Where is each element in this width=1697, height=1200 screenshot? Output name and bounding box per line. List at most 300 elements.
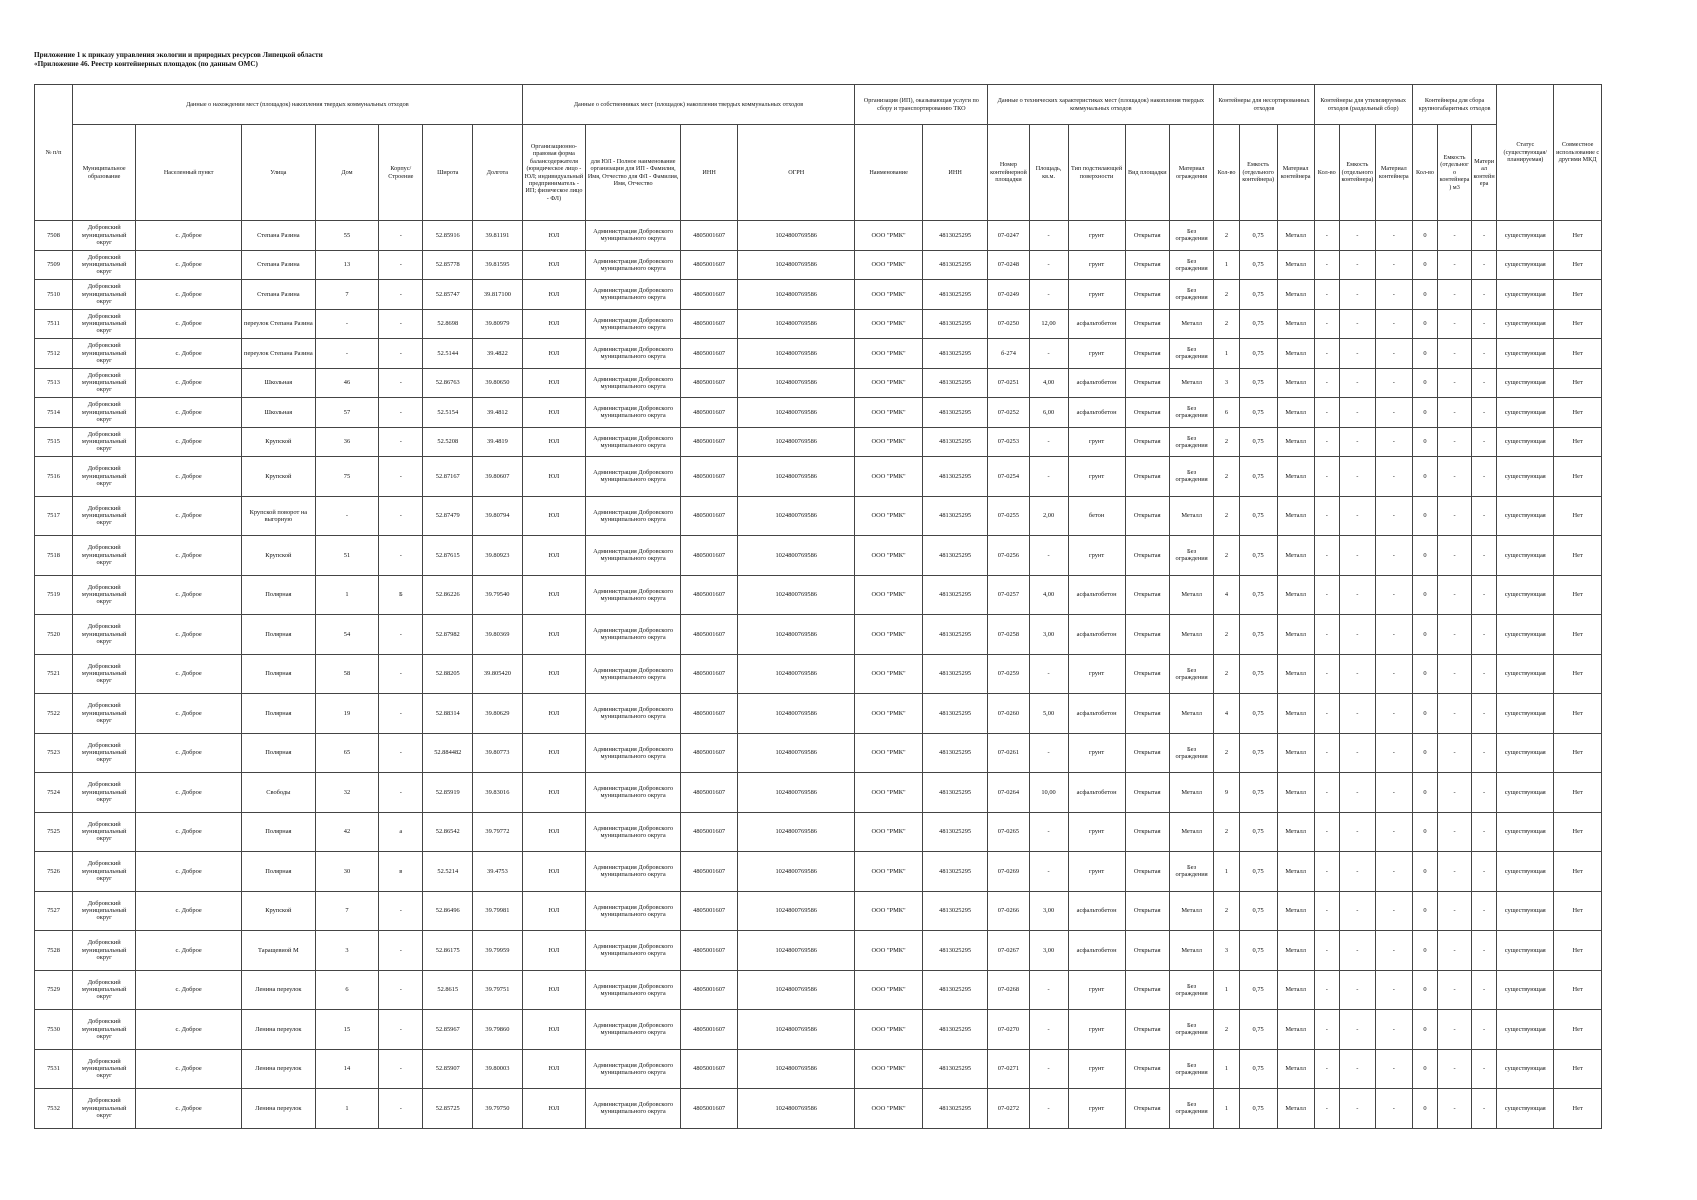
table-cell: с. Доброе bbox=[136, 1089, 242, 1129]
table-cell: Открытая bbox=[1125, 398, 1169, 428]
table-cell: Открытая bbox=[1125, 1089, 1169, 1129]
table-row bbox=[35, 496, 1602, 536]
table-row bbox=[35, 891, 1602, 931]
table-cell: 39.83016 bbox=[473, 773, 523, 813]
table-cell: - bbox=[1438, 575, 1472, 615]
table-cell: с. Доброе bbox=[136, 970, 242, 1010]
table-cell: - bbox=[379, 970, 423, 1010]
table-cell: переулок Степана Разина bbox=[241, 309, 315, 339]
table-cell: ЮЛ bbox=[522, 398, 585, 428]
table-cell: с. Доброе bbox=[136, 536, 242, 576]
table-cell: 4805001607 bbox=[681, 852, 738, 892]
table-cell: Открытая bbox=[1125, 536, 1169, 576]
table-cell: 4805001607 bbox=[681, 773, 738, 813]
table-cell: - bbox=[1375, 970, 1412, 1010]
table-cell: 4813025295 bbox=[922, 339, 987, 369]
table-cell: 3 bbox=[1214, 931, 1239, 971]
table-cell: 7531 bbox=[35, 1049, 73, 1089]
table-cell: Нет bbox=[1554, 221, 1602, 251]
table-cell: 0,75 bbox=[1239, 654, 1277, 694]
table-cell: 0,75 bbox=[1239, 931, 1277, 971]
table-cell: ООО "РМК" bbox=[855, 654, 923, 694]
table-cell: - bbox=[379, 694, 423, 734]
table-cell: 4805001607 bbox=[681, 250, 738, 280]
table-cell: Металл bbox=[1169, 575, 1213, 615]
table-cell: Без ограждения bbox=[1169, 427, 1213, 457]
table-cell: - bbox=[1375, 309, 1412, 339]
table-cell: Добровский муниципальный округ bbox=[73, 457, 136, 497]
table-cell: 4813025295 bbox=[922, 615, 987, 655]
table-cell: существующая bbox=[1497, 852, 1554, 892]
group-location: Данные о нахождении мест (площадок) накопления твердых коммунальных отходов bbox=[73, 85, 523, 125]
sub-header-cell: Кол-во bbox=[1314, 125, 1339, 221]
table-cell: 4813025295 bbox=[922, 852, 987, 892]
table-cell: 4805001607 bbox=[681, 970, 738, 1010]
table-cell: 0 bbox=[1412, 891, 1437, 931]
table-cell: Полярная bbox=[241, 812, 315, 852]
sub-header-cell: Емкость (отдельного контейнера) bbox=[1239, 125, 1277, 221]
table-cell: 0,75 bbox=[1239, 1049, 1277, 1089]
table-cell: 4805001607 bbox=[681, 891, 738, 931]
table-cell: Администрация Добровского муниципального округа bbox=[586, 427, 681, 457]
table-cell: - bbox=[1438, 654, 1472, 694]
table-cell: Администрация Добровского муниципального округа bbox=[586, 1010, 681, 1050]
table-cell: 1024800769586 bbox=[738, 931, 855, 971]
table-cell: 1024800769586 bbox=[738, 309, 855, 339]
table-row bbox=[35, 575, 1602, 615]
table-cell: Металл bbox=[1277, 931, 1314, 971]
table-cell: грунт bbox=[1068, 250, 1125, 280]
table-cell: 4813025295 bbox=[922, 280, 987, 310]
table-cell: 6 bbox=[1214, 398, 1239, 428]
table-cell: - bbox=[1375, 694, 1412, 734]
table-cell: 52.85919 bbox=[423, 773, 473, 813]
table-cell: с. Доброе bbox=[136, 1049, 242, 1089]
table-cell: 2 bbox=[1214, 457, 1239, 497]
table-cell: 52.5154 bbox=[423, 398, 473, 428]
table-cell: существующая bbox=[1497, 654, 1554, 694]
table-cell: - bbox=[1339, 398, 1375, 428]
table-cell: 7519 bbox=[35, 575, 73, 615]
table-cell: 10,00 bbox=[1029, 773, 1068, 813]
table-cell: 2 bbox=[1214, 221, 1239, 251]
table-cell: грунт bbox=[1068, 427, 1125, 457]
table-cell: 3,00 bbox=[1029, 891, 1068, 931]
table-cell: 07-0248 bbox=[988, 250, 1029, 280]
table-cell: Металл bbox=[1277, 250, 1314, 280]
table-cell: Металл bbox=[1169, 931, 1213, 971]
table-cell: - bbox=[1314, 1089, 1339, 1129]
table-cell: - bbox=[1471, 427, 1496, 457]
table-cell: Нет bbox=[1554, 368, 1602, 398]
table-cell: с. Доброе bbox=[136, 221, 242, 251]
table-cell: 52.87167 bbox=[423, 457, 473, 497]
table-cell: 39.80629 bbox=[473, 694, 523, 734]
table-cell: - bbox=[1029, 1089, 1068, 1129]
table-cell: Без ограждения bbox=[1169, 1089, 1213, 1129]
table-cell: 2 bbox=[1214, 891, 1239, 931]
table-cell: Металл bbox=[1277, 575, 1314, 615]
table-cell: 07-0257 bbox=[988, 575, 1029, 615]
table-cell: - bbox=[1375, 221, 1412, 251]
table-cell: Степана Разина bbox=[241, 250, 315, 280]
table-row bbox=[35, 733, 1602, 773]
table-cell: грунт bbox=[1068, 339, 1125, 369]
table-cell: с. Доброе bbox=[136, 280, 242, 310]
table-cell: - bbox=[1339, 457, 1375, 497]
table-cell: - bbox=[1471, 457, 1496, 497]
table-cell: Добровский муниципальный округ bbox=[73, 575, 136, 615]
table-cell: - bbox=[379, 221, 423, 251]
table-cell: Открытая bbox=[1125, 309, 1169, 339]
table-cell: - bbox=[1438, 733, 1472, 773]
table-cell: 07-0268 bbox=[988, 970, 1029, 1010]
table-cell: Без ограждения bbox=[1169, 733, 1213, 773]
table-cell: 0 bbox=[1412, 852, 1437, 892]
table-cell: 39.79860 bbox=[473, 1010, 523, 1050]
table-cell: Металл bbox=[1277, 1010, 1314, 1050]
table-cell: 12,00 bbox=[1029, 309, 1068, 339]
table-cell: - bbox=[1438, 812, 1472, 852]
table-cell: Металл bbox=[1277, 368, 1314, 398]
table-cell: - bbox=[1375, 398, 1412, 428]
table-cell: - bbox=[1375, 812, 1412, 852]
header-line-2: «Приложение 46. Реестр контейнерных площадок (по данным ОМС) bbox=[34, 60, 258, 68]
table-cell: 39.80607 bbox=[473, 457, 523, 497]
table-cell: Свободы bbox=[241, 773, 315, 813]
table-cell: асфальтобетон bbox=[1068, 398, 1125, 428]
table-cell: - bbox=[1314, 654, 1339, 694]
table-cell: 0 bbox=[1412, 931, 1437, 971]
table-cell: 39.80794 bbox=[473, 496, 523, 536]
table-cell: ООО "РМК" bbox=[855, 891, 923, 931]
table-cell: 52.85916 bbox=[423, 221, 473, 251]
table-cell: 07-0251 bbox=[988, 368, 1029, 398]
table-cell: Добровский муниципальный округ bbox=[73, 773, 136, 813]
table-cell: Нет bbox=[1554, 970, 1602, 1010]
table-cell: грунт bbox=[1068, 536, 1125, 576]
table-cell: Нет bbox=[1554, 496, 1602, 536]
table-cell: - bbox=[379, 931, 423, 971]
table-cell: 0 bbox=[1412, 309, 1437, 339]
table-cell: 4805001607 bbox=[681, 368, 738, 398]
table-cell: - bbox=[1339, 773, 1375, 813]
sub-header-cell: для ЮЛ - Полное наименование организации для ИП - Фамилия, Имя, Отчество для ФЛ - Фамилия, Имя, Отчество bbox=[586, 125, 681, 221]
table-cell: - bbox=[1029, 852, 1068, 892]
table-cell: 2 bbox=[1214, 496, 1239, 536]
table-cell: 52.88314 bbox=[423, 694, 473, 734]
table-cell: 07-0265 bbox=[988, 812, 1029, 852]
table-cell: 7518 bbox=[35, 536, 73, 576]
table-cell: - bbox=[1339, 280, 1375, 310]
table-cell: Нет bbox=[1554, 309, 1602, 339]
table-cell: Металл bbox=[1277, 457, 1314, 497]
table-cell: ООО "РМК" bbox=[855, 852, 923, 892]
table-cell: - bbox=[1471, 398, 1496, 428]
table-cell: Добровский муниципальный округ bbox=[73, 812, 136, 852]
table-cell: 4805001607 bbox=[681, 536, 738, 576]
table-cell: - bbox=[1438, 339, 1472, 369]
table-cell: Металл bbox=[1277, 615, 1314, 655]
table-cell: 4805001607 bbox=[681, 280, 738, 310]
table-cell: - bbox=[1029, 427, 1068, 457]
table-cell: 7528 bbox=[35, 931, 73, 971]
sub-header-cell: Материал контейнера bbox=[1277, 125, 1314, 221]
sub-header-cell: Улица bbox=[241, 125, 315, 221]
table-cell: Открытая bbox=[1125, 1010, 1169, 1050]
table-cell: грунт bbox=[1068, 1049, 1125, 1089]
table-cell: 07-0270 bbox=[988, 1010, 1029, 1050]
sub-header-cell: Широта bbox=[423, 125, 473, 221]
table-cell: ЮЛ bbox=[522, 221, 585, 251]
table-cell: Нет bbox=[1554, 891, 1602, 931]
table-cell: - bbox=[1339, 1010, 1375, 1050]
table-cell: Без ограждения bbox=[1169, 250, 1213, 280]
table-cell: Открытая bbox=[1125, 891, 1169, 931]
table-cell: 4805001607 bbox=[681, 398, 738, 428]
table-cell: ЮЛ bbox=[522, 575, 585, 615]
table-cell: 1024800769586 bbox=[738, 852, 855, 892]
table-cell: 52.87615 bbox=[423, 536, 473, 576]
table-cell: ООО "РМК" bbox=[855, 427, 923, 457]
table-cell: 1024800769586 bbox=[738, 368, 855, 398]
table-cell: 7527 bbox=[35, 891, 73, 931]
table-row bbox=[35, 221, 1602, 251]
table-cell: грунт bbox=[1068, 654, 1125, 694]
table-cell: 4813025295 bbox=[922, 970, 987, 1010]
table-cell: 39.817100 bbox=[473, 280, 523, 310]
table-cell: - bbox=[1471, 931, 1496, 971]
table-cell: 4813025295 bbox=[922, 1049, 987, 1089]
table-cell: Ленина переулок bbox=[241, 1089, 315, 1129]
sub-header-cell: Населенный пункт bbox=[136, 125, 242, 221]
table-cell: - bbox=[315, 309, 378, 339]
table-cell: Таращевиой М bbox=[241, 931, 315, 971]
table-cell: Открытая bbox=[1125, 852, 1169, 892]
table-cell: 4813025295 bbox=[922, 931, 987, 971]
table-cell: Нет bbox=[1554, 339, 1602, 369]
table-cell: переулок Степана Разина bbox=[241, 339, 315, 369]
table-cell: ЮЛ bbox=[522, 1049, 585, 1089]
table-cell: грунт bbox=[1068, 1089, 1125, 1129]
table-cell: 0,75 bbox=[1239, 694, 1277, 734]
table-cell: 4805001607 bbox=[681, 1049, 738, 1089]
table-cell: Металл bbox=[1277, 694, 1314, 734]
table-cell: Нет bbox=[1554, 280, 1602, 310]
table-cell: - bbox=[1339, 733, 1375, 773]
table-cell: 7526 bbox=[35, 852, 73, 892]
table-cell: 0,75 bbox=[1239, 536, 1277, 576]
table-cell: грунт bbox=[1068, 457, 1125, 497]
table-cell: ЮЛ bbox=[522, 250, 585, 280]
table-cell: 0 bbox=[1412, 773, 1437, 813]
table-cell: 1024800769586 bbox=[738, 250, 855, 280]
table-cell: с. Доброе bbox=[136, 931, 242, 971]
table-cell: 1024800769586 bbox=[738, 694, 855, 734]
table-cell: Администрация Добровского муниципального округа bbox=[586, 615, 681, 655]
table-cell: существующая bbox=[1497, 970, 1554, 1010]
table-cell: - bbox=[1438, 615, 1472, 655]
table-cell: с. Доброе bbox=[136, 891, 242, 931]
table-cell: - bbox=[1339, 654, 1375, 694]
table-cell: 4805001607 bbox=[681, 1010, 738, 1050]
table-cell: асфальтобетон bbox=[1068, 694, 1125, 734]
table-cell: - bbox=[1471, 575, 1496, 615]
table-cell: - bbox=[1029, 970, 1068, 1010]
table-cell: в bbox=[379, 852, 423, 892]
table-cell: - bbox=[1339, 1089, 1375, 1129]
table-cell: - bbox=[1438, 250, 1472, 280]
table-cell: ООО "РМК" bbox=[855, 1049, 923, 1089]
table-cell: 0 bbox=[1412, 457, 1437, 497]
table-cell: - bbox=[1314, 1049, 1339, 1089]
table-cell: - bbox=[1438, 496, 1472, 536]
table-cell: - bbox=[1375, 427, 1412, 457]
table-cell: 39.81595 bbox=[473, 250, 523, 280]
table-cell: 2 bbox=[1214, 615, 1239, 655]
table-cell: 7525 bbox=[35, 812, 73, 852]
table-cell: с. Доброе bbox=[136, 339, 242, 369]
table-cell: - bbox=[1375, 457, 1412, 497]
table-cell: Металл bbox=[1277, 427, 1314, 457]
table-cell: существующая bbox=[1497, 496, 1554, 536]
table-row bbox=[35, 970, 1602, 1010]
table-cell: 52.5214 bbox=[423, 852, 473, 892]
table-cell: - bbox=[1029, 250, 1068, 280]
table-cell: - bbox=[1438, 536, 1472, 576]
group-unsorted-containers: Контейнеры для несортированных отходов bbox=[1214, 85, 1314, 125]
table-cell: 1024800769586 bbox=[738, 457, 855, 497]
table-cell: - bbox=[1339, 970, 1375, 1010]
table-cell: Открытая bbox=[1125, 812, 1169, 852]
table-cell: 32 bbox=[315, 773, 378, 813]
table-cell: 52.87479 bbox=[423, 496, 473, 536]
table-cell: - bbox=[379, 1089, 423, 1129]
table-cell: Нет bbox=[1554, 615, 1602, 655]
table-cell: 07-0272 bbox=[988, 1089, 1029, 1129]
table-cell: 30 bbox=[315, 852, 378, 892]
table-cell: ЮЛ bbox=[522, 891, 585, 931]
sub-header-cell: ОГРН bbox=[738, 125, 855, 221]
table-cell: 4805001607 bbox=[681, 654, 738, 694]
table-cell: 39.79751 bbox=[473, 970, 523, 1010]
table-cell: - bbox=[379, 773, 423, 813]
table-cell: Администрация Добровского муниципального округа bbox=[586, 536, 681, 576]
table-cell: 52.86226 bbox=[423, 575, 473, 615]
sub-header-cell: Долгота bbox=[473, 125, 523, 221]
table-cell: Администрация Добровского муниципального округа bbox=[586, 280, 681, 310]
table-cell: 4813025295 bbox=[922, 1089, 987, 1129]
table-cell: Нет bbox=[1554, 575, 1602, 615]
table-cell: 07-0269 bbox=[988, 852, 1029, 892]
table-cell: - bbox=[1438, 457, 1472, 497]
table-cell: с. Доброе bbox=[136, 852, 242, 892]
table-cell: 1 bbox=[1214, 250, 1239, 280]
table-cell: существующая bbox=[1497, 309, 1554, 339]
table-cell: 4805001607 bbox=[681, 221, 738, 251]
table-cell: 39.79959 bbox=[473, 931, 523, 971]
table-cell: - bbox=[1029, 812, 1068, 852]
table-cell: Без ограждения bbox=[1169, 280, 1213, 310]
table-cell: - bbox=[1314, 1010, 1339, 1050]
table-cell: Ленина переулок bbox=[241, 1010, 315, 1050]
table-cell: 52.5144 bbox=[423, 339, 473, 369]
table-cell: 4805001607 bbox=[681, 496, 738, 536]
table-cell: - bbox=[1339, 812, 1375, 852]
table-cell: 4805001607 bbox=[681, 309, 738, 339]
table-cell: 1 bbox=[1214, 1089, 1239, 1129]
table-cell: - bbox=[1375, 339, 1412, 369]
table-cell: 1024800769586 bbox=[738, 221, 855, 251]
sub-header-cell: Материал контейнера bbox=[1375, 125, 1412, 221]
table-cell: 1024800769586 bbox=[738, 398, 855, 428]
table-cell: 13 bbox=[315, 250, 378, 280]
table-cell: 0,75 bbox=[1239, 398, 1277, 428]
table-cell: Добровский муниципальный округ bbox=[73, 221, 136, 251]
table-cell: ООО "РМК" bbox=[855, 536, 923, 576]
table-cell: 0,75 bbox=[1239, 1010, 1277, 1050]
table-cell: 7523 bbox=[35, 733, 73, 773]
table-cell: существующая bbox=[1497, 457, 1554, 497]
table-cell: Без ограждения bbox=[1169, 536, 1213, 576]
table-cell: 2 bbox=[1214, 1010, 1239, 1050]
table-cell: Металл bbox=[1277, 496, 1314, 536]
table-cell: - bbox=[1314, 280, 1339, 310]
table-cell: ЮЛ bbox=[522, 280, 585, 310]
table-cell: - bbox=[1339, 339, 1375, 369]
table-cell: 4805001607 bbox=[681, 733, 738, 773]
table-cell: - bbox=[1339, 852, 1375, 892]
table-cell: 4813025295 bbox=[922, 496, 987, 536]
table-cell: 4813025295 bbox=[922, 309, 987, 339]
table-cell: Открытая bbox=[1125, 280, 1169, 310]
table-cell: 4805001607 bbox=[681, 575, 738, 615]
table-cell: Нет bbox=[1554, 1089, 1602, 1129]
table-cell: 7510 bbox=[35, 280, 73, 310]
table-cell: - bbox=[1314, 694, 1339, 734]
table-cell: Открытая bbox=[1125, 733, 1169, 773]
table-cell: - bbox=[1339, 891, 1375, 931]
table-cell: 1 bbox=[1214, 852, 1239, 892]
table-cell: 7515 bbox=[35, 427, 73, 457]
table-row bbox=[35, 654, 1602, 694]
table-cell: - bbox=[1314, 773, 1339, 813]
table-cell: - bbox=[1029, 536, 1068, 576]
table-cell: 75 bbox=[315, 457, 378, 497]
table-cell: 7 bbox=[315, 891, 378, 931]
table-cell: ООО "РМК" bbox=[855, 496, 923, 536]
table-cell: 39.80773 bbox=[473, 733, 523, 773]
table-cell: 07-0256 bbox=[988, 536, 1029, 576]
table-cell: 07-0253 bbox=[988, 427, 1029, 457]
table-cell: - bbox=[1314, 309, 1339, 339]
table-cell: - bbox=[1314, 970, 1339, 1010]
table-cell: Открытая bbox=[1125, 654, 1169, 694]
table-cell: с. Доброе bbox=[136, 773, 242, 813]
table-cell: Нет bbox=[1554, 1049, 1602, 1089]
table-cell: - bbox=[1438, 931, 1472, 971]
sub-header-cell: Вид площадки bbox=[1125, 125, 1169, 221]
table-cell: 0 bbox=[1412, 1049, 1437, 1089]
table-cell: ЮЛ bbox=[522, 852, 585, 892]
table-cell: Полярная bbox=[241, 694, 315, 734]
table-cell: - bbox=[1375, 733, 1412, 773]
table-cell: - bbox=[1375, 280, 1412, 310]
table-cell: 3,00 bbox=[1029, 615, 1068, 655]
table-cell: Открытая bbox=[1125, 575, 1169, 615]
table-cell: Администрация Добровского муниципального округа bbox=[586, 309, 681, 339]
table-cell: Нет bbox=[1554, 773, 1602, 813]
